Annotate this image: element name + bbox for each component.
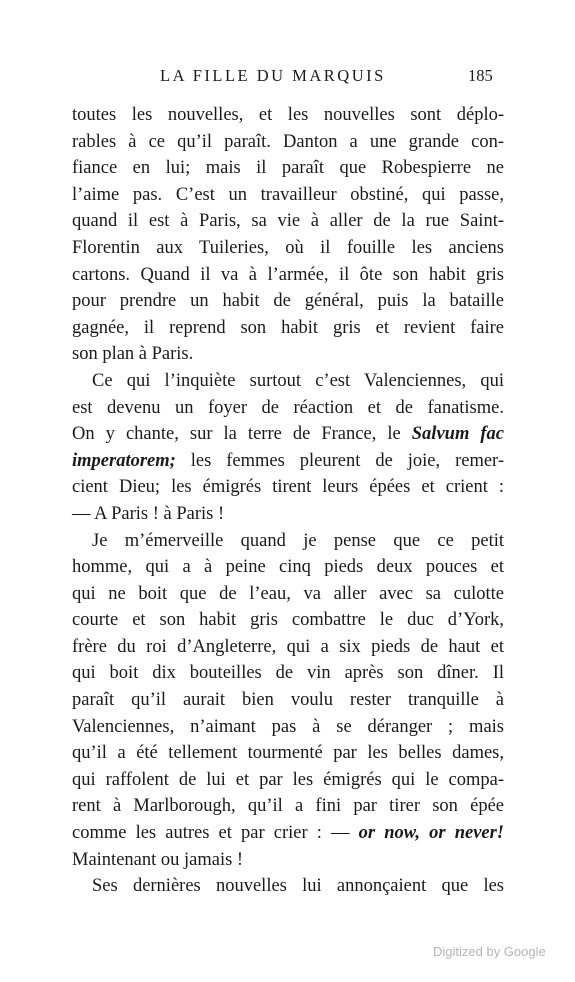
text-segment: On y chante, sur la terre de France, le xyxy=(72,424,412,445)
text-line: rent à Marlborough, qu’il a fini par tirer son épée xyxy=(72,796,504,817)
italic-latin-phrase: imperatorem; xyxy=(72,450,176,471)
text-line: homme, qui a à peine cinq pieds deux pouces et xyxy=(72,557,504,578)
text-line: son plan à Paris. xyxy=(72,344,194,365)
text-line: rables à ce qu’il paraît. Danton a une grande con- xyxy=(72,131,504,152)
text-segment: les femmes pleurent de joie, remer- xyxy=(175,450,504,471)
running-head xyxy=(0,66,575,92)
page-number: 185 xyxy=(468,66,493,85)
text-line: Maintenant ou jamais ! xyxy=(72,849,244,870)
text-line: Florentin aux Tuileries, où il fouille les anciens xyxy=(72,237,504,258)
text-line: quand il est à Paris, sa vie à aller de la rue Saint- xyxy=(72,211,504,232)
text-line: paraît qu’il aurait bien voulu rester tranquille à xyxy=(72,690,504,711)
text-line xyxy=(72,421,504,448)
text-line: qui raffolent de lui et par les émigrés qui le compa- xyxy=(72,769,504,790)
text-line: Valenciennes, n’aimant pas à se déranger ; mais xyxy=(72,716,504,737)
text-line: pour prendre un habit de général, puis la bataille xyxy=(72,291,504,312)
text-line: — A Paris ! à Paris ! xyxy=(72,503,225,524)
text-line: cartons. Quand il va à l’armée, il ôte son habit gris xyxy=(72,264,504,285)
text-line: est devenu un foyer de réaction et de fanatisme. xyxy=(72,397,504,418)
body-text xyxy=(72,102,504,900)
text-line: qui boit dix bouteilles de vin après son dîner. Il xyxy=(72,663,504,684)
text-line: qui ne boit que de l’eau, va aller avec sa culotte xyxy=(72,583,504,604)
text-segment: comme les autres et par crier : — xyxy=(72,823,350,844)
text-line: cient Dieu; les émigrés tirent leurs épées et crient : xyxy=(72,477,504,498)
text-line xyxy=(72,448,504,475)
italic-latin-phrase: Salvum fac xyxy=(411,424,504,445)
text-line: Ce qui l’inquiète surtout c’est Valenciennes, qui xyxy=(92,370,504,391)
italic-english-phrase: or now, or never! xyxy=(358,823,505,844)
text-line: toutes les nouvelles, et les nouvelles sont déplo- xyxy=(72,105,504,125)
running-title: LA FILLE DU MARQUIS xyxy=(160,66,386,85)
digitization-watermark: Digitized by Google xyxy=(433,944,546,959)
text-line: frère du roi d’Angleterre, qui a six pieds de haut et xyxy=(72,636,504,657)
text-line: courte et son habit gris combattre le duc d’York, xyxy=(72,610,504,631)
text-line: qu’il a été tellement tourmenté par les belles dames, xyxy=(72,743,504,764)
text-line: gagnée, il reprend son habit gris et revient faire xyxy=(72,317,504,338)
text-line xyxy=(72,820,504,847)
text-line: l’aime pas. C’est un travailleur obstiné, qui passe, xyxy=(72,184,504,205)
text-line: Ses dernières nouvelles lui annonçaient que les xyxy=(92,876,504,897)
text-line: fiance en lui; mais il paraît que Robespierre ne xyxy=(72,158,504,179)
text-line: Je m’émerveille quand je pense que ce petit xyxy=(92,530,504,551)
